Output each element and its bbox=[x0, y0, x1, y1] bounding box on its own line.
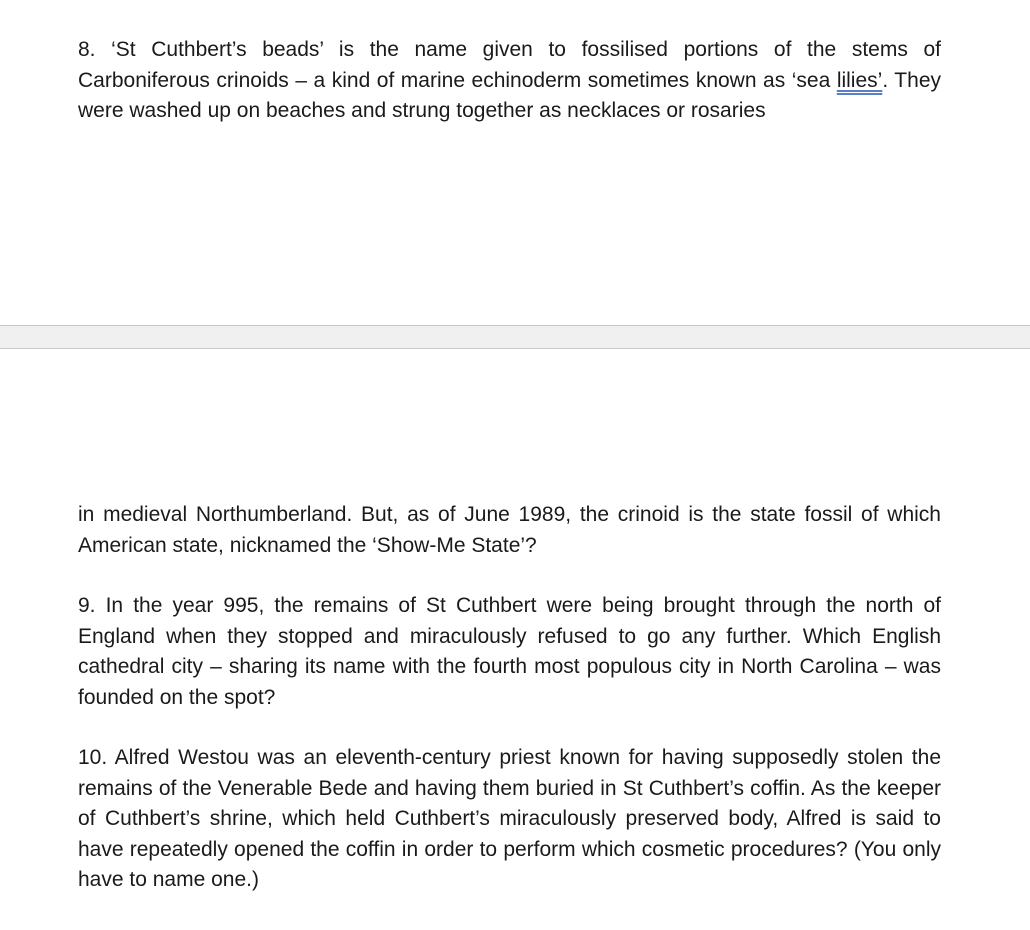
document-body-bottom bbox=[78, 500, 941, 926]
question-8-text-part1: 8. ‘St Cuthbert’s beads’ is the name given to fossilised portions of the stems of Carboniferous crinoids – a kind of marine echinoderm sometimes known as ‘sea bbox=[78, 38, 941, 92]
question-10-paragraph: 10. Alfred Westou was an eleventh-century priest known for having supposedly stolen the remains of the Venerable Bede and having them buried in St Cuthbert’s coffin. As the keeper of Cuthbert’s shrine, which held Cuthbert’s miraculously preserved body, Alfred is said to have repeatedly opened the coffin in order to perform which cosmetic procedures? (You only have to name one.) bbox=[78, 746, 941, 891]
document-page-top bbox=[0, 0, 1030, 325]
spelling-flagged-word[interactable]: lilies’ bbox=[836, 68, 883, 92]
question-8-text-part2: . They were washed up on beaches and strung together as necklaces or rosaries bbox=[78, 68, 941, 122]
page-break-gap bbox=[0, 325, 1030, 349]
question-8-continued-paragraph: in medieval Northumberland. But, as of June 1989, the crinoid is the state fossil of which American state, nicknamed the ‘Show-Me State’? bbox=[78, 503, 941, 557]
document-page-bottom bbox=[0, 349, 1030, 930]
document-body-top bbox=[78, 35, 941, 157]
question-8-paragraph bbox=[78, 35, 941, 127]
question-9-paragraph: 9. In the year 995, the remains of St Cuthbert were being brought through the north of England when they stopped and miraculously refused to go any further. Which English cathedral city – sharing its name with the fourth most populous city in North Carolina – was founded on the spot? bbox=[78, 594, 941, 709]
partially-visible-line bbox=[78, 0, 941, 6]
